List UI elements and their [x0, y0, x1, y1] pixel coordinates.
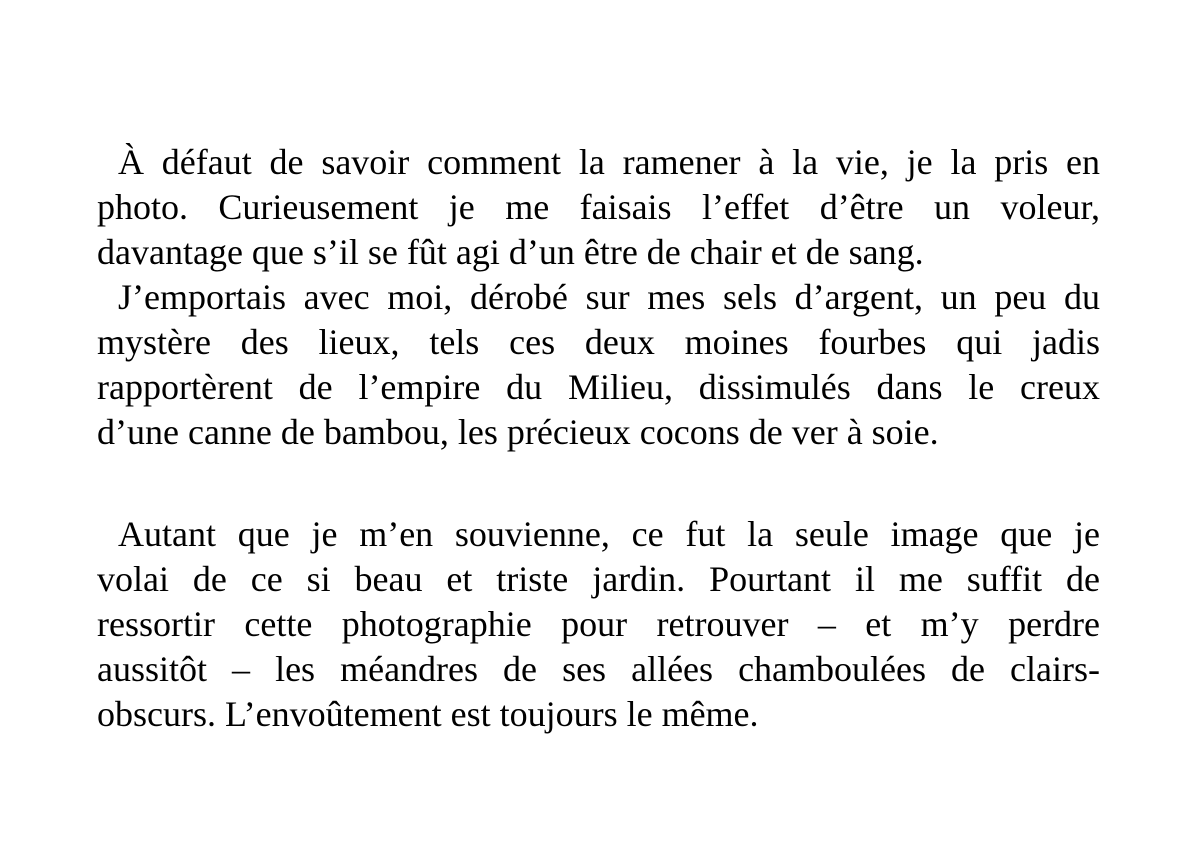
- text-block: [97, 140, 1100, 737]
- text-line: J’emportais avec moi, dérobé sur mes sels d’argent, un peu du: [118, 277, 1100, 317]
- text-line: rapportèrent de l’empire du Milieu, dissimulés dans le creux: [97, 367, 1100, 407]
- text-line: d’une canne de bambou, les précieux cocons de ver à soie.: [97, 412, 939, 452]
- text-line: davantage que s’il se fût agi d’un être de chair et de sang.: [97, 232, 924, 272]
- text-line: mystère des lieux, tels ces deux moines fourbes qui jadis: [97, 322, 1100, 362]
- paragraph-3: [97, 512, 1100, 737]
- text-line: photo. Curieusement je me faisais l’effet d’être un voleur,: [97, 187, 1100, 227]
- text-line: Autant que je m’en souvienne, ce fut la seule image que je: [118, 514, 1100, 554]
- text-line: obscurs. L’envoûtement est toujours le même.: [97, 694, 759, 734]
- paragraph-1: [97, 140, 1100, 275]
- paragraph-2: [97, 275, 1100, 455]
- text-line: ressortir cette photographie pour retrouver – et m’y perdre: [97, 604, 1100, 644]
- text-line: À défaut de savoir comment la ramener à la vie, je la pris en: [118, 142, 1100, 182]
- text-line: volai de ce si beau et triste jardin. Pourtant il me suffit de: [97, 559, 1100, 599]
- text-line: aussitôt – les méandres de ses allées chamboulées de clairs-: [97, 649, 1100, 689]
